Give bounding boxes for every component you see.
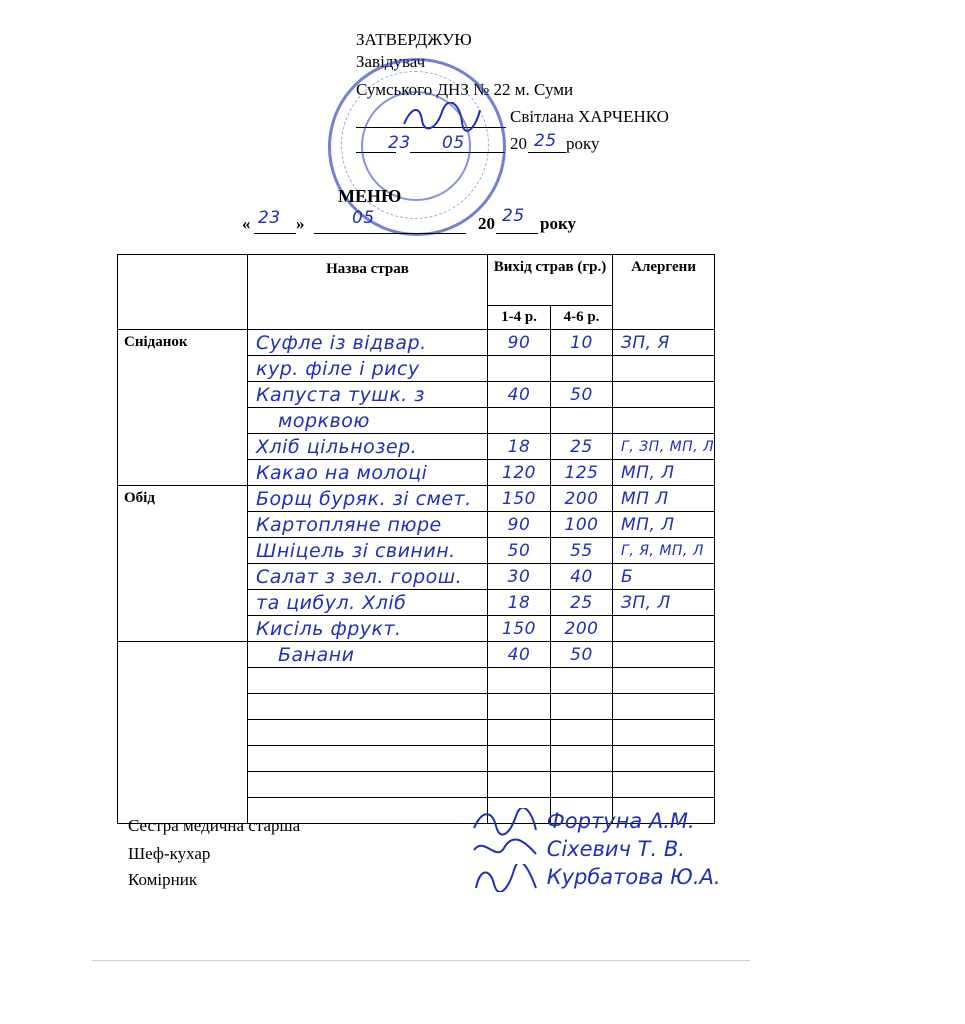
approval-date-day: 23 [388, 133, 411, 153]
table-row-allergens: МП Л [613, 486, 715, 512]
table-row-amount-1-4 [488, 668, 551, 694]
table-row-amount-4-6: 10 [551, 330, 613, 356]
table-row-dish: Капуста тушк. з [248, 382, 488, 408]
table-row-amount-4-6 [551, 668, 613, 694]
table-row-dish: кур. філе і рису [248, 356, 488, 382]
table-row-amount-4-6: 200 [551, 616, 613, 642]
table-row-dish: Салат з зел. горош. [248, 564, 488, 590]
table-row-allergens: МП, Л [613, 460, 715, 486]
storekeeper-label: Комірник [128, 870, 198, 889]
table-row-amount-1-4 [488, 408, 551, 434]
table-row-amount-4-6: 25 [551, 434, 613, 460]
approval-year-word: року [566, 134, 600, 153]
table-row-dish [248, 746, 488, 772]
menu-year-word: року [540, 214, 577, 233]
table-row-amount-4-6: 40 [551, 564, 613, 590]
menu-table [117, 254, 715, 824]
table-row-amount-1-4: 50 [488, 538, 551, 564]
menu-quote-close: » [296, 214, 305, 233]
header-empty [118, 255, 248, 330]
page-divider [92, 960, 750, 961]
table-row-amount-4-6: 25 [551, 590, 613, 616]
menu-title: МЕНЮ [338, 186, 402, 206]
table-row-allergens: Г, ЗП, МП, Л [613, 434, 715, 460]
storekeeper-signature [470, 864, 721, 892]
table-row-allergens: ЗП, Я [613, 330, 715, 356]
table-row-amount-1-4 [488, 772, 551, 798]
table-row-allergens [613, 616, 715, 642]
table-row-amount-4-6: 125 [551, 460, 613, 486]
table-row-amount-4-6: 200 [551, 486, 613, 512]
table-row-dish: Суфле із відвар. [248, 330, 488, 356]
table-row-amount-1-4: 30 [488, 564, 551, 590]
nurse-label: Сестра медична старша [128, 816, 301, 835]
table-row-amount-1-4 [488, 694, 551, 720]
table-row-dish: Какао на молоці [248, 460, 488, 486]
table-row-dish: Шніцель зі свинин. [248, 538, 488, 564]
table-row-allergens [613, 356, 715, 382]
header-age-1-4: 1-4 р. [488, 306, 551, 330]
table-row-amount-1-4: 150 [488, 486, 551, 512]
table-row-dish: Борщ буряк. зі смет. [248, 486, 488, 512]
table-row-amount-1-4 [488, 720, 551, 746]
menu-year-prefix: 20 [478, 214, 495, 233]
menu-quote-open: « [242, 214, 251, 233]
approval-name: Світлана ХАРЧЕНКО [510, 107, 669, 126]
table-row-amount-1-4: 150 [488, 616, 551, 642]
table-row-amount-4-6: 50 [551, 382, 613, 408]
table-row-allergens [613, 720, 715, 746]
table-row-amount-1-4 [488, 746, 551, 772]
table-row-amount-4-6: 100 [551, 512, 613, 538]
approval-org: Сумського ДНЗ № 22 м. Суми [356, 80, 574, 99]
table-row-allergens [613, 408, 715, 434]
table-row-amount-4-6: 50 [551, 642, 613, 668]
table-row-amount-1-4: 40 [488, 382, 551, 408]
table-row-dish: Картопляне пюре [248, 512, 488, 538]
chef-label: Шеф-кухар [128, 844, 211, 863]
header-dish: Назва страв [248, 255, 488, 330]
chef-name: Сіхевич Т. В. [546, 837, 685, 861]
table-row-dish: та цибул. Хліб [248, 590, 488, 616]
table-row-amount-4-6 [551, 746, 613, 772]
table-row-amount-1-4: 18 [488, 434, 551, 460]
table-row-amount-4-6 [551, 694, 613, 720]
header-output: Вихід страв (гр.) [488, 255, 613, 306]
table-row-amount-4-6 [551, 356, 613, 382]
header-age-4-6: 4-6 р. [551, 306, 613, 330]
nurse-name: Фортуна А.М. [546, 809, 695, 833]
menu-year-suffix: 25 [502, 206, 525, 226]
meal-breakfast: Сніданок [118, 330, 248, 486]
header-allergens: Алергени [613, 255, 715, 330]
table-row-amount-4-6 [551, 720, 613, 746]
table-row-dish [248, 694, 488, 720]
table-row-amount-4-6 [551, 772, 613, 798]
table-row-amount-1-4 [488, 356, 551, 382]
table-row-dish: Банани [248, 642, 488, 668]
approval-title: ЗАТВЕРДЖУЮ [356, 30, 472, 49]
table-row-amount-1-4: 90 [488, 330, 551, 356]
approval-position: Завідувач [356, 52, 426, 71]
table-row-allergens [613, 668, 715, 694]
table-row-dish: Кисіль фрукт. [248, 616, 488, 642]
table-row-dish [248, 772, 488, 798]
table-row-allergens [613, 746, 715, 772]
nurse-signature [470, 808, 695, 836]
storekeeper-name: Курбатова Ю.А. [546, 865, 721, 889]
table-row-allergens: МП, Л [613, 512, 715, 538]
table-row-amount-4-6: 55 [551, 538, 613, 564]
table-row-dish: Хліб цільнозер. [248, 434, 488, 460]
approval-date-month: 05 [442, 133, 465, 153]
table-row-amount-1-4: 40 [488, 642, 551, 668]
table-row-dish: морквою [248, 408, 488, 434]
menu-month: 05 [352, 208, 375, 228]
table-row-allergens: ЗП, Л [613, 590, 715, 616]
chef-signature [470, 836, 685, 864]
approval-year-prefix: 20 [510, 134, 527, 153]
table-row-allergens: Г, Я, МП, Л [613, 538, 715, 564]
table-row-allergens [613, 772, 715, 798]
table-row-amount-1-4: 120 [488, 460, 551, 486]
table-row-allergens [613, 642, 715, 668]
approval-year-suffix: 25 [534, 131, 557, 151]
table-row-dish [248, 668, 488, 694]
table-row-allergens [613, 382, 715, 408]
meal-lunch: Обід [118, 486, 248, 642]
menu-day: 23 [258, 208, 281, 228]
meal-snack [118, 642, 248, 824]
table-row-amount-1-4: 90 [488, 512, 551, 538]
table-row-amount-4-6 [551, 408, 613, 434]
table-row-dish [248, 720, 488, 746]
table-row-allergens: Б [613, 564, 715, 590]
table-row-allergens [613, 694, 715, 720]
table-row-amount-1-4: 18 [488, 590, 551, 616]
